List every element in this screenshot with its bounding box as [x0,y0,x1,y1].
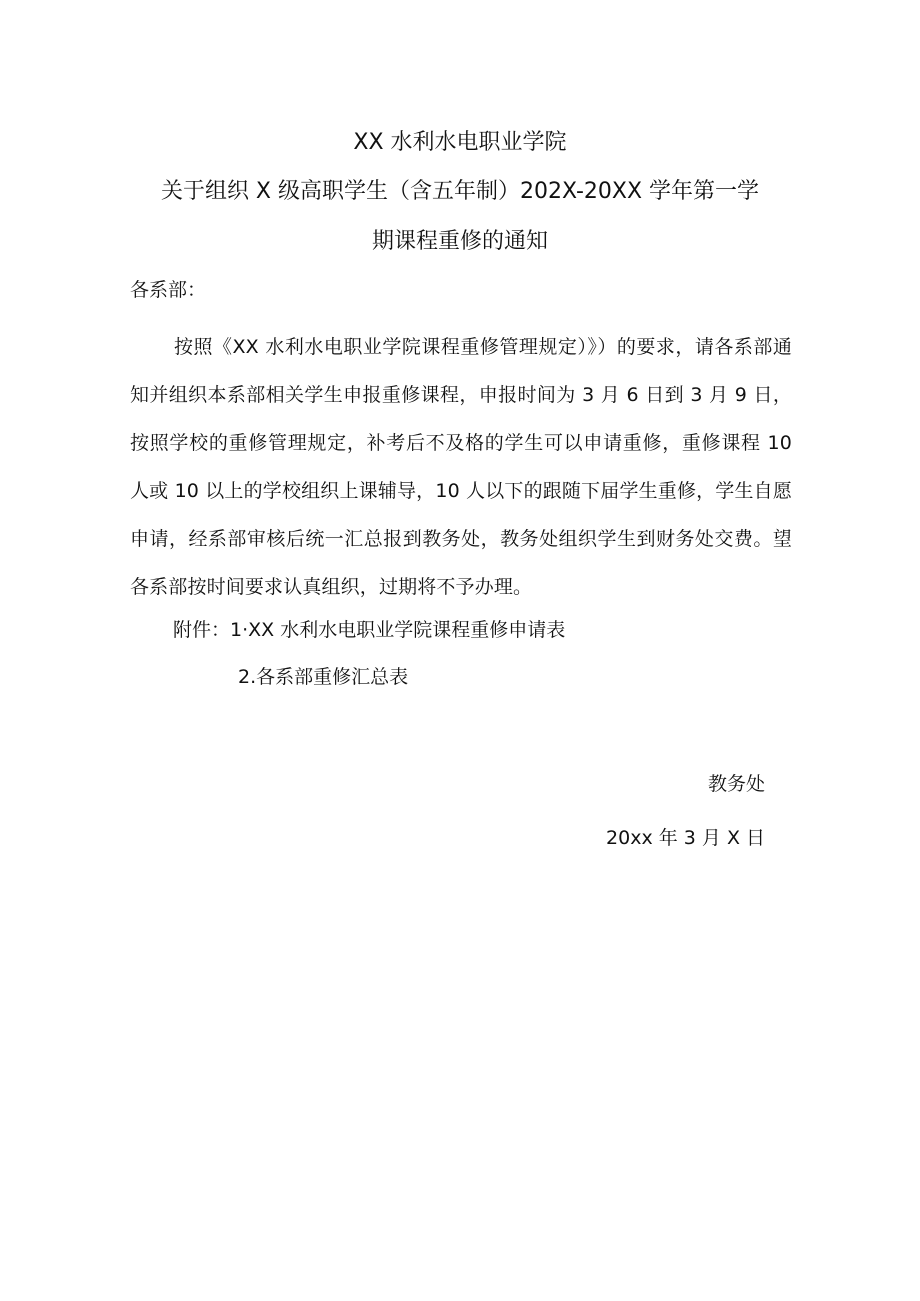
attachment-1: 附件：1·XX 水利水电职业学院课程重修申请表 [173,619,566,641]
salutation: 各系部： [130,279,207,301]
document-title-school: XX 水利水电职业学院 [353,130,567,155]
attachment-2: 2.各系部重修汇总表 [238,666,409,688]
document-title-line-3: 期课程重修的通知 [371,229,548,254]
body-paragraph: 按照《XX 水利水电职业学院课程重修管理规定）》）的要求，请各系部通知并组织本系部相关学生申报重修课程，申报时间为 3 月 6 日到 3 月 9 日，按照学校的重修管理规定，补考后不及格的学生可以申请重修，重修课程 10 人或 10 以上的学校组织上课辅导，10 人以下的跟随下届学生重修，学生自愿申请，经系部审核后统一汇总报到教务处，教务处组织学生到财务处交费。望各系部按时间要求认真组织，过期将不予办理。 [130,336,792,598]
signature-date: 20xx 年 3 月 X 日 [606,827,765,849]
document-title-line-2: 关于组织 X 级高职学生（含五年制）202X-20XX 学年第一学 [160,179,760,204]
signature-office: 教务处 [707,773,765,795]
